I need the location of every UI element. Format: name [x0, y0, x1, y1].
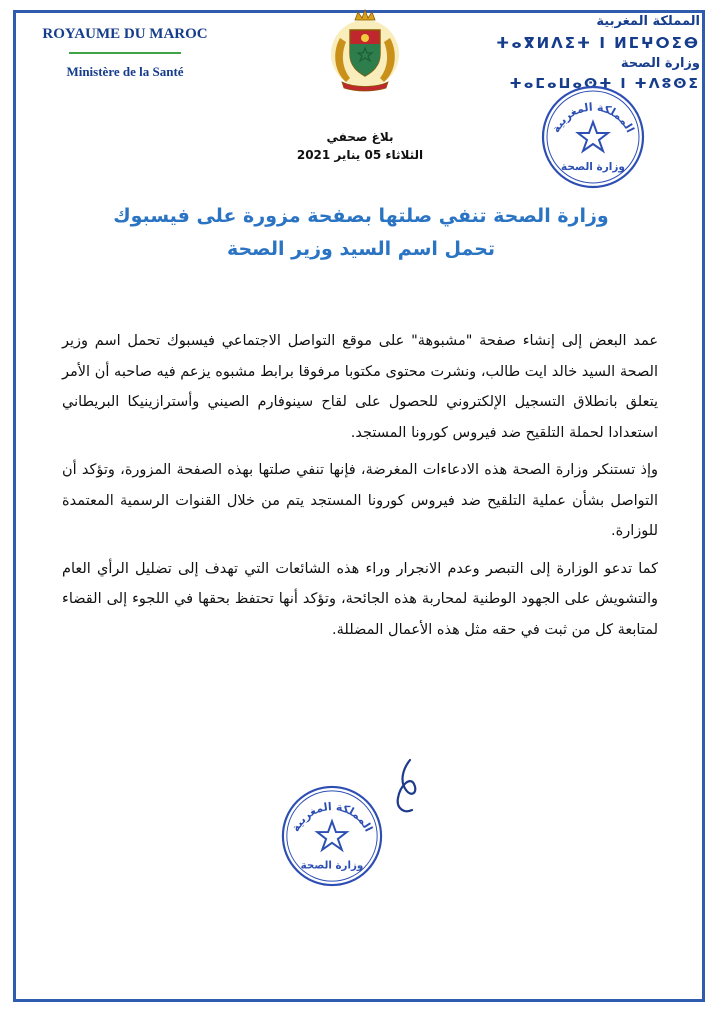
seal-bottom-text: وزارة الصحة [561, 161, 625, 173]
release-meta [280, 128, 440, 164]
seal-bottom-label: وزارة الصحة [300, 859, 364, 872]
body-paragraph-1: عمد البعض إلى إنشاء صفحة "مشبوهة" على موقع التواصل الاجتماعي فيسبوك تحمل اسم وزير الصحة السيد خالد ايت طالب، ونشرت محتوى مكتوبا مرفوقا برابط مشبوه يزعم فيه صاحبه أن الأمر يتعلق بانطلاق التسجيل الإلكتروني للحصول على لقاح سينوفارم الصيني وأسترازينيكا البريطاني استعدادا لحملة التلقيح ضد فيروس كورونا المستجد. [62, 333, 658, 441]
title-line-1: وزارة الصحة تنفي صلتها بصفحة مزورة على فيسبوك [113, 205, 609, 227]
ministry-name-tifinagh: ⵜⴰⵎⴰⵡⴰⵙⵜ ⵏ ⵜⴷⵓⵙⵉ [509, 76, 700, 92]
ministry-name-ar: وزارة الصحة [620, 56, 700, 71]
press-release-body [62, 326, 658, 652]
ministry-name-fr: Ministère de la Santé [66, 64, 184, 79]
seal-arc-text: المملكة المغربية [549, 100, 637, 135]
svg-text:المملكة المغربية [549, 101, 637, 135]
header-left [20, 26, 230, 80]
ministry-seal-bottom-icon [278, 782, 386, 890]
kingdom-name-fr: ROYAUME DU MAROC [42, 26, 208, 42]
title-line-2: تحمل اسم السيد وزير الصحة [226, 238, 496, 260]
release-date: الثلاثاء 05 يناير 2021 [296, 148, 424, 162]
svg-text:المملكة المغربية [289, 800, 375, 834]
press-release-title [40, 200, 682, 266]
seal-bottom-arc-text: المملكة المغربية [288, 800, 376, 834]
kingdom-name-ar: المملكة المغربية [596, 14, 700, 29]
ministry-seal-icon [538, 82, 648, 192]
coat-of-arms-icon [326, 8, 404, 92]
kingdom-name-tifinagh: ⵜⴰⴳⵍⴷⵉⵜ ⵏ ⵍⵎⵖⵔⵉⴱ [496, 34, 700, 52]
body-paragraph-2: وإذ تستنكر وزارة الصحة هذه الادعاءات المغرضة، فإنها تنفي صلتها بهذه الصفحة المزورة، وتؤكد أن التواصل بشأن عملية التلقيح ضد فيروس كورونا المستجد يتم من خلال القنوات الرسمية المعتمدة للوزارة. [62, 462, 658, 539]
release-type: بلاغ صحفي [326, 130, 394, 144]
signature-icon [392, 756, 426, 818]
header-divider [69, 52, 181, 54]
body-paragraph-3: كما تدعو الوزارة إلى التبصر وعدم الانجرار وراء هذه الشائعات التي تهدف إلى تضليل الرأي العام والتشويش على الجهود الوطنية لمحاربة هذه الجائحة، وتؤكد أنها تحتفظ بحقها في اللجوء إلى القضاء لمتابعة كل من ثبت في حقه مثل هذه الأعمال المضللة. [62, 560, 658, 638]
